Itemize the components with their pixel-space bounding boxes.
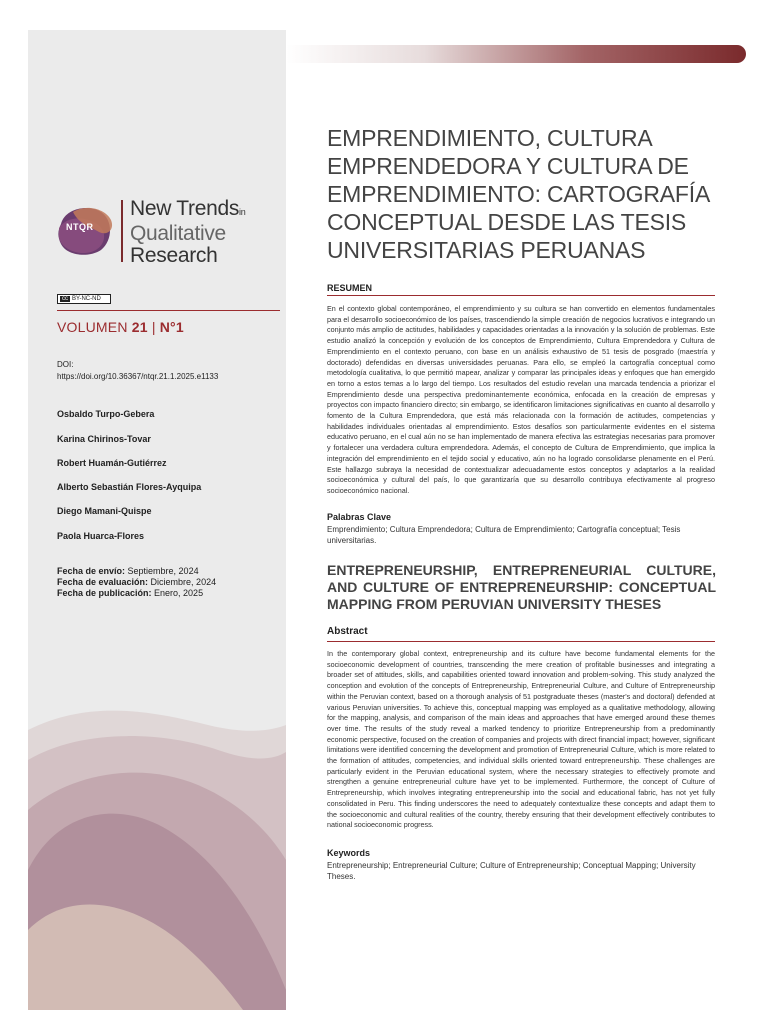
volume-info xyxy=(57,319,184,335)
journal-name-line3: Research xyxy=(130,244,218,267)
issue-number: N°1 xyxy=(159,319,184,335)
divider xyxy=(57,310,280,311)
divider xyxy=(327,295,715,296)
author-name: Paola Huarca-Flores xyxy=(57,531,145,541)
cc-icon: cc xyxy=(62,296,68,302)
evaluation-date: Diciembre, 2024 xyxy=(148,577,217,587)
keywords-text: Entrepreneurship; Entrepreneurial Culture; Culture of Entrepreneurship; Conceptual Mapping; University Theses. xyxy=(327,861,696,881)
resumen-heading: RESUMEN xyxy=(327,283,373,293)
header-gradient-bar xyxy=(286,45,746,63)
divider xyxy=(327,641,715,642)
article-title-en: ENTREPRENEURSHIP, ENTREPRENEURIAL CULTURE, AND CULTURE OF ENTREPRENEURSHIP: CONCEPTUAL MAPPING FROM PERUVIAN UNIVERSITY THESES xyxy=(327,562,716,612)
evaluation-label: Fecha de evaluación: xyxy=(57,577,149,587)
cc-license-badge[interactable] xyxy=(57,294,111,304)
published-date: Enero, 2025 xyxy=(151,588,204,598)
journal-name-line2: Qualitative xyxy=(130,222,226,245)
abstract-heading: Abstract xyxy=(327,626,368,637)
journal-name xyxy=(130,198,245,267)
author-name: Robert Huamán-Gutiérrez xyxy=(57,458,167,468)
logo-abbreviation: NTQR xyxy=(66,222,94,232)
journal-logo xyxy=(55,198,295,268)
submitted-label: Fecha de envío: xyxy=(57,566,126,576)
journal-name-in: in xyxy=(239,207,246,217)
palabras-clave-text: Emprendimiento; Cultura Emprendedora; Cultura de Emprendimiento; Cartografía conceptual; Tesis universitarias. xyxy=(327,525,681,545)
publication-dates xyxy=(57,566,216,599)
sidebar-panel xyxy=(28,30,286,1010)
article-title-es: EMPRENDIMIENTO, CULTURA EMPRENDEDORA Y CULTURA DE EMPRENDIMIENTO: CARTOGRAFÍA CONCEPTUAL DESDE LAS TESIS UNIVERSITARIAS PERUANAS xyxy=(327,125,709,263)
cc-license-text: BY-NC-ND xyxy=(72,296,101,302)
abstract-text: In the contemporary global context, entrepreneurship and its culture have become fundamental elements for the socioeconomic development of countries, transcending the mere creation of profitable businesses and integrating a broader set of attitudes, skills, and capabilities oriented toward innovation and problem-solving. This study analyzed the conception and evolution of the concepts of Entrepreneurship, Entrepreneurial Culture, and Culture of Entrepreneurship within the Peruvian context, based on a thorough analysis of 51 postgraduate theses (master's and doctoral) defended at various Peruvian universities. To achieve this, conceptual mapping was employed as a qualitative methodology, allowing for the mapping, analysis, and comparison of the main ideas and approaches that have emerged around these themes over time. The results of the study reveal a marked tendency to prioritize Entrepreneurship from a predominantly economic perspective, focused on the creation of companies and projects with direct financial impact; however, significant limitations were identified concerning the development and promotion of Entrepreneurial Culture, which is more related to the formation of attitudes, competencies, and individual skills oriented toward entrepreneurship. These challenges are particularly evident in the Peruvian educational system, where the necessary strategies to effectively promote and strengthen a genuine entrepreneurial culture have yet to be implemented. Furthermore, the concept of Culture of Entrepreneurship, which involves integrating entrepreneurship into the social and educational fabric, has not yet fully consolidated in Peru. This finding underscores the need to adequately contextualize these concepts and adapt them to the socioeconomic and cultural realities of the country, thereby ensuring that their development effectively contributes to national socioeconomic progress. xyxy=(327,649,715,830)
resumen-text: En el contexto global contemporáneo, el emprendimiento y su cultura se han convertido en elementos fundamentales para el desarrollo socioeconómico de los países, trascendiendo la simple creación de negocios lucrativos e integrando un conjunto más amplio de actitudes, habilidades y capacidades orientadas a la innovación y la solución de problemas. Este estudio analizó la concepción y evolución de los conceptos de Emprendimiento, Cultura Emprendedora y Cultura de Emprendimiento en el contexto peruano, con base en un análisis exhaustivo de 51 tesis de posgrado (maestría y doctorado) defendidas en diversas universidades peruanas. Para ello, se empleó la cartografía conceptual como metodología cualitativa, lo que permitió mapear, analizar y comparar las principales ideas y enfoques que han emergido en torno a estos temas a lo largo del tiempo. Los resultados del estudio revelan una marcada tendencia a priorizar el Emprendimiento desde una perspectiva predominantemente económica, enfocada en la creación de empresas y proyectos con impacto financiero directo; sin embargo, se identificaron limitaciones significativas en cuanto al desarrollo y fomento de la Cultura Emprendedora, que está más relacionada con la formación de actitudes, competencias y habilidades individuales orientadas al emprendimiento. Estos desafíos son particularmente evidentes en el sistema educativo peruano, en el cual aún no se han implementado de manera efectiva las estrategias necesarias para promover y fortalecer una verdadera cultura emprendedora. Además, el concepto de Cultura de Emprendimiento, que implica la integración del emprendimiento en el tejido social y educativo, aún no ha logrado consolidarse plenamente en el Perú. Este hallazgo subraya la necesidad de contextualizar adecuadamente estos conceptos y adaptarlos a la realidad socioeconómica y cultural del país, lo que garantizaría que su desarrollo contribuya efectivamente al progreso socioeconómico nacional. xyxy=(327,304,715,495)
volume-number: 21 xyxy=(131,319,148,335)
volume-separator: | xyxy=(151,319,156,335)
published-label: Fecha de publicación: xyxy=(57,588,152,598)
keywords-heading: Keywords xyxy=(327,848,371,858)
author-name: Osbaldo Turpo-Gebera xyxy=(57,409,155,419)
decorative-waves xyxy=(28,690,286,1010)
volume-label: VOLUMEN xyxy=(57,319,128,335)
palabras-clave-heading: Palabras Clave xyxy=(327,512,392,522)
doi-link[interactable]: https://doi.org/10.36367/ntqr.21.1.2025.e1133 xyxy=(57,372,219,381)
submitted-date: Septiembre, 2024 xyxy=(125,566,199,576)
doi-label: DOI: xyxy=(57,360,74,369)
author-name: Karina Chirinos-Tovar xyxy=(57,434,151,444)
author-name: Diego Mamani-Quispe xyxy=(57,506,152,516)
author-name: Alberto Sebastián Flores-Ayquipa xyxy=(57,482,202,492)
journal-name-line1: New Trends xyxy=(130,197,240,220)
logo-divider xyxy=(121,200,123,262)
